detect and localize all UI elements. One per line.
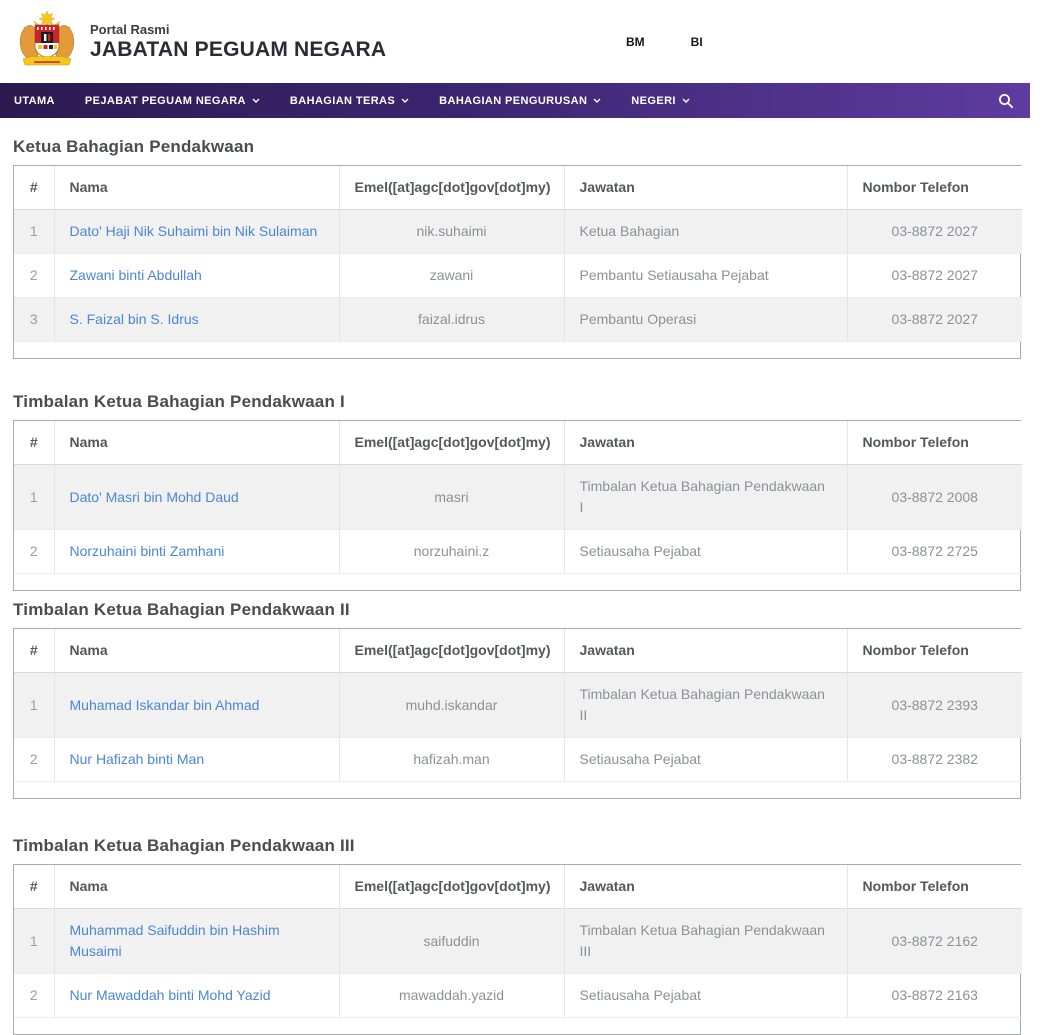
table-header-row <box>14 629 1022 673</box>
person-email: faizal.idrus <box>339 298 564 342</box>
person-phone: 03-8872 2008 <box>891 488 978 505</box>
directory-table <box>13 165 1021 359</box>
col-header-jawatan: Jawatan <box>564 166 847 210</box>
person-name-link[interactable]: Muhamad Iskandar bin Ahmad <box>69 696 260 713</box>
language-bm-button[interactable]: BM <box>626 35 645 49</box>
col-header-emel: Emel([at]agc[dot]gov[dot]my) <box>339 629 564 673</box>
person-phone: 03-8872 2163 <box>891 987 978 1003</box>
person-position: Setiausaha Pejabat <box>564 738 847 782</box>
nav-item-label: UTAMA <box>14 94 55 107</box>
row-number: 1 <box>14 673 54 738</box>
col-header-telefon: Nombor Telefon <box>847 166 1022 210</box>
col-header-num: # <box>14 166 54 210</box>
person-name-link[interactable]: Muhammad Saifuddin bin Hashim Musaimi <box>69 922 280 959</box>
person-position: Pembantu Operasi <box>564 298 847 342</box>
portal-pretitle: Portal Rasmi <box>90 22 170 37</box>
person-name-link[interactable]: Zawani binti Abdullah <box>69 267 202 283</box>
person-name-link[interactable]: S. Faizal bin S. Idrus <box>69 311 199 327</box>
person-phone: 03-8872 2725 <box>891 543 978 559</box>
nav-item-label: PEJABAT PEGUAM NEGARA <box>84 94 246 107</box>
person-phone: 03-8872 2027 <box>891 267 978 283</box>
person-phone: 03-8872 2393 <box>891 696 978 713</box>
col-header-telefon: Nombor Telefon <box>847 629 1022 673</box>
person-email: saifuddin <box>339 909 564 974</box>
person-name-link[interactable]: Nur Mawaddah binti Mohd Yazid <box>69 987 271 1003</box>
chevron-down-icon <box>593 98 601 103</box>
col-header-num: # <box>14 865 54 909</box>
chevron-down-icon <box>682 98 690 103</box>
table-row <box>14 673 1022 738</box>
person-name-link[interactable]: Nur Hafizah binti Man <box>69 751 205 767</box>
nav-item-utama[interactable] <box>14 95 55 107</box>
person-phone: 03-8872 2382 <box>891 751 978 767</box>
section-heading: Timbalan Ketua Bahagian Pendakwaan I <box>13 392 345 411</box>
section-ketua-bahagian-pendakwaan <box>13 134 1021 359</box>
col-header-jawatan: Jawatan <box>564 629 847 673</box>
directory-table <box>13 864 1021 1035</box>
site-header <box>0 0 1048 83</box>
col-header-jawatan: Jawatan <box>564 421 847 465</box>
person-position: Timbalan Ketua Bahagian Pendakwaan II <box>564 673 847 738</box>
col-header-nama: Nama <box>54 166 339 210</box>
search-button[interactable] <box>998 93 1014 109</box>
nav-item-label: BAHAGIAN TERAS <box>289 94 396 107</box>
search-icon <box>998 93 1014 109</box>
col-header-telefon: Nombor Telefon <box>847 421 1022 465</box>
nav-item-negeri[interactable] <box>631 95 690 107</box>
col-header-emel: Emel([at]agc[dot]gov[dot]my) <box>339 421 564 465</box>
col-header-num: # <box>14 421 54 465</box>
language-switch <box>626 33 749 51</box>
person-position: Timbalan Ketua Bahagian Pendakwaan III <box>564 909 847 974</box>
person-name-link[interactable]: Norzuhaini binti Zamhani <box>69 543 225 559</box>
page-title: JABATAN PEGUAM NEGARA <box>90 38 387 61</box>
col-header-nama: Nama <box>54 629 339 673</box>
section-timbalan-ketua-iii <box>13 833 1021 1035</box>
row-number: 1 <box>14 909 54 974</box>
person-position: Ketua Bahagian <box>564 210 847 254</box>
nav-item-label: BAHAGIAN PENGURUSAN <box>439 94 588 107</box>
person-phone: 03-8872 2027 <box>891 311 978 327</box>
table-row <box>14 974 1022 1018</box>
section-heading: Ketua Bahagian Pendakwaan <box>13 137 255 156</box>
brand <box>17 9 386 69</box>
person-name-link[interactable]: Dato' Haji Nik Suhaimi bin Nik Sulaiman <box>69 223 318 239</box>
language-bi-button[interactable]: BI <box>690 35 703 49</box>
nav-item-bahagian-pengurusan[interactable] <box>439 95 601 107</box>
col-header-num: # <box>14 629 54 673</box>
person-position: Pembantu Setiausaha Pejabat <box>564 254 847 298</box>
chevron-down-icon <box>401 98 409 103</box>
row-number: 2 <box>14 254 54 298</box>
table-header-row <box>14 865 1022 909</box>
col-header-emel: Emel([at]agc[dot]gov[dot]my) <box>339 865 564 909</box>
table-row <box>14 465 1022 530</box>
row-number: 2 <box>14 974 54 1018</box>
person-email: zawani <box>339 254 564 298</box>
person-email: hafizah.man <box>339 738 564 782</box>
person-email: mawaddah.yazid <box>339 974 564 1018</box>
person-position: Setiausaha Pejabat <box>564 530 847 574</box>
row-number: 3 <box>14 298 54 342</box>
section-heading: Timbalan Ketua Bahagian Pendakwaan II <box>13 600 350 619</box>
directory-content <box>13 134 1021 1035</box>
chevron-down-icon <box>252 98 260 103</box>
directory-table <box>13 420 1021 591</box>
section-heading: Timbalan Ketua Bahagian Pendakwaan III <box>13 836 355 855</box>
person-email: muhd.iskandar <box>339 673 564 738</box>
table-row <box>14 254 1022 298</box>
nav-item-pejabat-peguam-negara[interactable] <box>85 95 260 107</box>
person-position: Setiausaha Pejabat <box>564 974 847 1018</box>
person-email: norzuhaini.z <box>339 530 564 574</box>
person-email: nik.suhaimi <box>339 210 564 254</box>
brand-text <box>90 16 386 62</box>
col-header-emel: Emel([at]agc[dot]gov[dot]my) <box>339 166 564 210</box>
person-phone: 03-8872 2027 <box>891 223 978 239</box>
col-header-nama: Nama <box>54 421 339 465</box>
nav-item-bahagian-teras[interactable] <box>290 95 409 107</box>
section-timbalan-ketua-ii <box>13 597 1021 799</box>
col-header-jawatan: Jawatan <box>564 865 847 909</box>
table-row <box>14 738 1022 782</box>
row-number: 2 <box>14 530 54 574</box>
col-header-nama: Nama <box>54 865 339 909</box>
person-email: masri <box>339 465 564 530</box>
table-header-row <box>14 421 1022 465</box>
row-number: 2 <box>14 738 54 782</box>
table-row <box>14 210 1022 254</box>
row-number: 1 <box>14 210 54 254</box>
malaysia-coat-of-arms-logo[interactable] <box>17 9 77 69</box>
main-navbar <box>0 83 1030 118</box>
table-row <box>14 298 1022 342</box>
section-timbalan-ketua-i <box>13 389 1021 591</box>
table-row <box>14 909 1022 974</box>
nav-item-label: NEGERI <box>631 94 676 107</box>
person-phone: 03-8872 2162 <box>891 932 978 949</box>
person-position: Timbalan Ketua Bahagian Pendakwaan I <box>564 465 847 530</box>
row-number: 1 <box>14 465 54 530</box>
col-header-telefon: Nombor Telefon <box>847 865 1022 909</box>
table-row <box>14 530 1022 574</box>
person-name-link[interactable]: Dato' Masri bin Mohd Daud <box>69 488 239 505</box>
table-header-row <box>14 166 1022 210</box>
directory-table <box>13 628 1021 799</box>
